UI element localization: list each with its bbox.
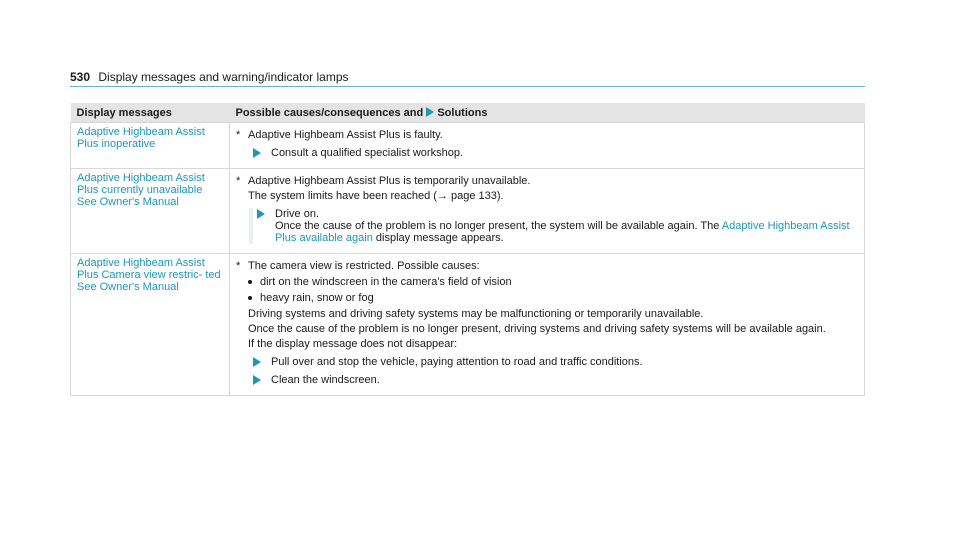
page-title: Display messages and warning/indicator lamps [98,70,349,84]
solution-step [253,147,858,159]
step-detail [275,220,858,244]
list-item [248,276,858,288]
display-message: Adaptive Highbeam Assist Plus inoperative [71,123,230,169]
asterisk-icon: * [236,175,241,187]
table-row [71,169,865,254]
highlighted-message: Adaptive Highbeam Assist Plus available again [275,220,850,244]
step-text: Pull over and stop the vehicle, paying attention to road and traffic conditions. [271,356,643,368]
page-number: 530 [70,70,91,84]
column-header-causes [230,103,865,123]
column-header-solutions-label: Solutions [437,107,488,119]
paragraph: If the display message does not disappear: [248,338,458,350]
column-header-messages: Display messages [71,103,230,123]
arrow-right-icon [426,107,434,117]
display-messages-table [70,103,865,396]
cause-text: Adaptive Highbeam Assist Plus is temporarily unavailable. [248,175,531,187]
bullet-icon [248,296,252,300]
list-item [248,292,858,304]
table-row [71,254,865,396]
column-header-causes-label: Possible causes/consequences and [235,107,424,119]
display-message: Adaptive Highbeam Assist Plus Camera view restric- ted See Owner's Manual [71,254,230,396]
bullet-icon [248,280,252,284]
step-text: Drive on. [275,208,320,220]
solution-step [253,356,858,368]
arrow-right-icon [253,357,261,367]
page-header [70,70,349,84]
asterisk-icon: * [236,260,241,272]
step-text: Consult a qualified specialist workshop. [271,147,463,159]
list-item-text: heavy rain, snow or fog [260,292,374,304]
arrow-right-icon [253,375,261,385]
list-item-text: dirt on the windscreen in the camera's field of vision [260,276,512,288]
step-detail-text-end: display message appears. [375,232,504,244]
note-text: The system limits have been reached (→ page 133). [248,190,504,202]
solution-step [249,208,858,244]
causes-cell [230,254,865,396]
causes-cell [230,169,865,254]
step-text: Clean the windscreen. [271,374,380,386]
cause-text: Adaptive Highbeam Assist Plus is faulty. [248,129,443,141]
paragraph: Driving systems and driving safety systems may be malfunctioning or temporarily unavailable. [248,308,704,320]
arrow-right-icon [257,209,265,219]
paragraph: Once the cause of the problem is no longer present, driving systems and driving safety systems will be available again. [248,323,826,335]
header-divider [70,86,865,87]
step-detail-text: Once the cause of the problem is no longer present, the system will be available again. The [275,220,720,232]
solution-step [253,374,858,386]
cause-text: The camera view is restricted. Possible causes: [248,260,480,272]
table-row [71,123,865,169]
causes-cell [230,123,865,169]
table-header-row [71,103,865,123]
arrow-right-icon [253,148,261,158]
display-message: Adaptive Highbeam Assist Plus currently unavailable See Owner's Manual [71,169,230,254]
asterisk-icon: * [236,129,241,141]
